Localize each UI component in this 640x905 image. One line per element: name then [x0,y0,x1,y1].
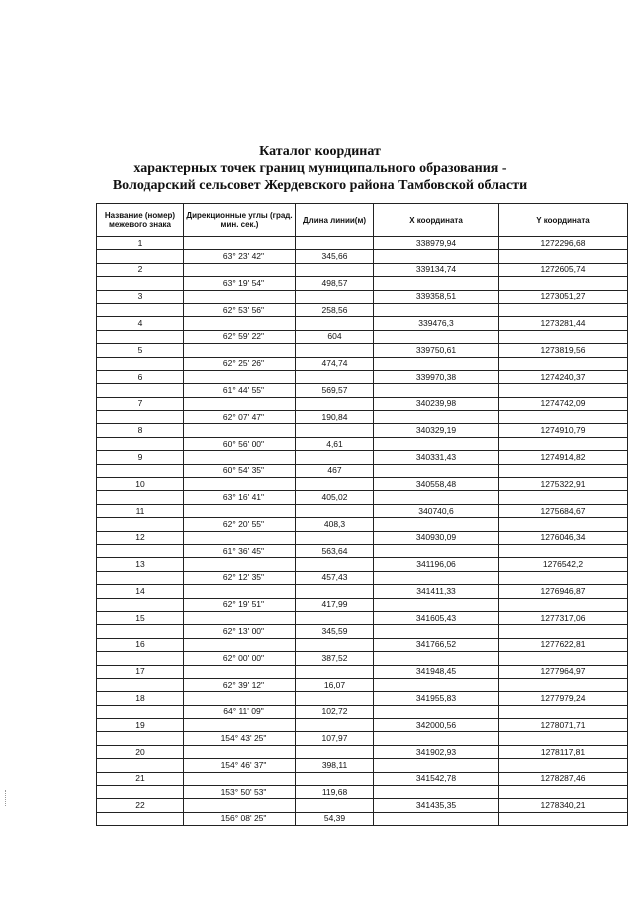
point-x: 341902,93 [374,745,499,758]
empty-x [374,544,499,557]
empty-y [499,411,628,424]
point-y: 1273281,44 [499,317,628,330]
empty-name [97,330,184,343]
table-row [97,504,628,517]
table-row [97,397,628,410]
empty-y [499,678,628,691]
empty-length [296,558,374,571]
segment-length: 345,66 [296,250,374,263]
point-y: 1278117,81 [499,745,628,758]
table-row [97,745,628,758]
table-row [97,531,628,544]
point-x: 340558,48 [374,478,499,491]
point-x: 339134,74 [374,263,499,276]
point-id: 13 [97,558,184,571]
table-row [97,812,628,825]
point-id: 18 [97,692,184,705]
empty-length [296,290,374,303]
point-id: 12 [97,531,184,544]
empty-length [296,719,374,732]
empty-x [374,518,499,531]
point-id: 11 [97,504,184,517]
empty-length [296,478,374,491]
empty-y [499,518,628,531]
point-x: 340740,6 [374,504,499,517]
empty-angle [184,692,296,705]
segment-length: 345,59 [296,625,374,638]
empty-name [97,250,184,263]
empty-angle [184,745,296,758]
table-row [97,317,628,330]
segment-length: 190,84 [296,411,374,424]
table-row [97,437,628,450]
empty-name [97,812,184,825]
point-y: 1276542,2 [499,558,628,571]
table-row [97,719,628,732]
empty-length [296,237,374,250]
segment-angle: 62° 20' 55" [184,518,296,531]
point-id: 10 [97,478,184,491]
point-id: 2 [97,263,184,276]
table-row [97,263,628,276]
empty-name [97,571,184,584]
segment-angle: 62° 12' 35" [184,571,296,584]
empty-angle [184,290,296,303]
empty-length [296,585,374,598]
point-x: 339358,51 [374,290,499,303]
empty-name [97,303,184,316]
point-y: 1275684,67 [499,504,628,517]
document-title [0,143,640,194]
empty-y [499,812,628,825]
empty-y [499,732,628,745]
empty-angle [184,263,296,276]
empty-angle [184,665,296,678]
table-row [97,424,628,437]
empty-x [374,732,499,745]
empty-name [97,678,184,691]
empty-y [499,330,628,343]
empty-y [499,625,628,638]
empty-x [374,759,499,772]
segment-angle: 63° 23' 42" [184,250,296,263]
empty-name [97,544,184,557]
table-row [97,491,628,504]
table-row [97,344,628,357]
point-id: 14 [97,585,184,598]
empty-x [374,303,499,316]
point-y: 1277317,06 [499,611,628,624]
empty-length [296,692,374,705]
segment-length: 405,02 [296,491,374,504]
empty-length [296,638,374,651]
segment-length: 457,43 [296,571,374,584]
header-y: Y координата [499,204,628,237]
point-id: 16 [97,638,184,651]
segment-angle: 153° 50' 53" [184,786,296,799]
empty-x [374,571,499,584]
table-row [97,277,628,290]
segment-length: 258,56 [296,303,374,316]
empty-length [296,263,374,276]
empty-length [296,451,374,464]
point-id: 20 [97,745,184,758]
point-x: 341766,52 [374,638,499,651]
point-x: 338979,94 [374,237,499,250]
empty-length [296,531,374,544]
table-row [97,250,628,263]
empty-y [499,250,628,263]
empty-length [296,370,374,383]
empty-y [499,303,628,316]
empty-angle [184,772,296,785]
empty-angle [184,558,296,571]
empty-name [97,652,184,665]
point-x: 341542,78 [374,772,499,785]
empty-y [499,437,628,450]
table-body [97,237,628,826]
segment-angle: 62° 53' 56" [184,303,296,316]
empty-x [374,411,499,424]
empty-name [97,437,184,450]
point-y: 1274910,79 [499,424,628,437]
coordinates-table [96,203,628,826]
header-x: X координата [374,204,499,237]
empty-angle [184,317,296,330]
table-row [97,759,628,772]
segment-angle: 156° 08' 25" [184,812,296,825]
point-id: 15 [97,611,184,624]
point-y: 1273051,27 [499,290,628,303]
point-x: 340329,19 [374,424,499,437]
empty-x [374,678,499,691]
point-x: 340239,98 [374,397,499,410]
segment-length: 498,57 [296,277,374,290]
table-row [97,518,628,531]
point-id: 5 [97,344,184,357]
empty-name [97,786,184,799]
empty-name [97,625,184,638]
point-x: 341955,83 [374,692,499,705]
segment-angle: 62° 07' 47" [184,411,296,424]
empty-name [97,464,184,477]
table-row [97,652,628,665]
table-row [97,638,628,651]
segment-length: 4,61 [296,437,374,450]
table-row [97,571,628,584]
empty-name [97,598,184,611]
segment-angle: 62° 39' 12" [184,678,296,691]
segment-angle: 64° 11' 09" [184,705,296,718]
table-row [97,705,628,718]
segment-length: 387,52 [296,652,374,665]
empty-y [499,277,628,290]
empty-x [374,357,499,370]
segment-length: 54,39 [296,812,374,825]
empty-y [499,571,628,584]
title-line-1: Каталог координат [259,144,381,159]
point-id: 3 [97,290,184,303]
empty-angle [184,478,296,491]
point-x: 341411,33 [374,585,499,598]
empty-y [499,491,628,504]
table-row [97,384,628,397]
point-id: 17 [97,665,184,678]
empty-length [296,424,374,437]
table-row [97,692,628,705]
point-y: 1278287,46 [499,772,628,785]
segment-angle: 62° 19' 51" [184,598,296,611]
point-y: 1277964,97 [499,665,628,678]
empty-x [374,384,499,397]
point-x: 339476,3 [374,317,499,330]
segment-angle: 60° 54' 35" [184,464,296,477]
point-x: 341605,43 [374,611,499,624]
table-row [97,478,628,491]
point-x: 339970,38 [374,370,499,383]
table-row [97,544,628,557]
table-row [97,464,628,477]
segment-length: 102,72 [296,705,374,718]
point-y: 1277622,81 [499,638,628,651]
point-x: 340930,09 [374,531,499,544]
table-row [97,451,628,464]
empty-y [499,464,628,477]
point-id: 8 [97,424,184,437]
empty-x [374,437,499,450]
point-y: 1276046,34 [499,531,628,544]
margin-mark [5,790,8,806]
title-line-3: Володарский сельсовет Жердевского района Тамбовской области [112,178,528,193]
empty-angle [184,531,296,544]
point-id: 22 [97,799,184,812]
empty-x [374,277,499,290]
empty-name [97,759,184,772]
table-row [97,585,628,598]
point-x: 342000,56 [374,719,499,732]
empty-name [97,357,184,370]
point-x: 341435,35 [374,799,499,812]
table-row [97,786,628,799]
empty-angle [184,585,296,598]
segment-length: 474,74 [296,357,374,370]
empty-name [97,732,184,745]
segment-angle: 63° 16' 41" [184,491,296,504]
empty-angle [184,424,296,437]
empty-angle [184,504,296,517]
table-row [97,665,628,678]
empty-name [97,491,184,504]
header-length: Длина линии(м) [296,204,374,237]
point-y: 1272605,74 [499,263,628,276]
point-y: 1277979,24 [499,692,628,705]
segment-angle: 62° 00' 00" [184,652,296,665]
table-row [97,330,628,343]
table-row [97,411,628,424]
segment-angle: 154° 43' 25" [184,732,296,745]
empty-angle [184,370,296,383]
empty-length [296,344,374,357]
empty-x [374,705,499,718]
title-line-2: характерных точек границ муниципального образования - [133,161,507,176]
point-x: 341196,06 [374,558,499,571]
point-y: 1274742,09 [499,397,628,410]
empty-length [296,799,374,812]
table-row [97,237,628,250]
empty-y [499,598,628,611]
point-id: 1 [97,237,184,250]
point-id: 21 [97,772,184,785]
empty-y [499,705,628,718]
segment-length: 467 [296,464,374,477]
table-row [97,357,628,370]
point-y: 1274914,82 [499,451,628,464]
point-y: 1278340,21 [499,799,628,812]
table-row [97,678,628,691]
empty-angle [184,638,296,651]
point-y: 1273819,56 [499,344,628,357]
point-id: 9 [97,451,184,464]
empty-angle [184,611,296,624]
empty-x [374,464,499,477]
segment-angle: 61° 44' 55" [184,384,296,397]
empty-x [374,625,499,638]
segment-length: 569,57 [296,384,374,397]
empty-x [374,652,499,665]
table-row [97,799,628,812]
empty-x [374,330,499,343]
empty-length [296,665,374,678]
empty-name [97,277,184,290]
empty-y [499,786,628,799]
empty-angle [184,237,296,250]
empty-y [499,544,628,557]
empty-angle [184,799,296,812]
empty-angle [184,397,296,410]
empty-x [374,598,499,611]
segment-length: 408,3 [296,518,374,531]
header-angle: Дирекционные углы (град. мин. сек.) [184,204,296,237]
table-header-row [97,204,628,237]
point-id: 19 [97,719,184,732]
point-y: 1278071,71 [499,719,628,732]
table-row [97,732,628,745]
segment-angle: 61° 36' 45" [184,544,296,557]
segment-angle: 62° 25' 26" [184,357,296,370]
empty-y [499,652,628,665]
empty-length [296,504,374,517]
point-x: 339750,61 [374,344,499,357]
point-y: 1272296,68 [499,237,628,250]
empty-name [97,705,184,718]
segment-length: 119,68 [296,786,374,799]
segment-angle: 154° 46' 37" [184,759,296,772]
table-row [97,370,628,383]
empty-name [97,411,184,424]
header-name: Название (номер) межевого знака [97,204,184,237]
empty-x [374,786,499,799]
table-row [97,625,628,638]
empty-length [296,772,374,785]
segment-length: 563,64 [296,544,374,557]
empty-y [499,357,628,370]
segment-length: 16,07 [296,678,374,691]
segment-length: 398,11 [296,759,374,772]
empty-angle [184,344,296,357]
point-id: 4 [97,317,184,330]
segment-angle: 62° 59' 22" [184,330,296,343]
table-row [97,290,628,303]
empty-name [97,384,184,397]
empty-length [296,745,374,758]
point-x: 340331,43 [374,451,499,464]
table-row [97,598,628,611]
empty-length [296,397,374,410]
point-id: 6 [97,370,184,383]
point-y: 1276946,87 [499,585,628,598]
empty-x [374,250,499,263]
empty-angle [184,451,296,464]
point-x: 341948,45 [374,665,499,678]
table-row [97,558,628,571]
segment-length: 604 [296,330,374,343]
empty-x [374,491,499,504]
point-id: 7 [97,397,184,410]
table-row [97,772,628,785]
segment-angle: 63° 19' 54" [184,277,296,290]
table-row [97,303,628,316]
segment-angle: 62° 13' 00" [184,625,296,638]
empty-y [499,759,628,772]
segment-length: 417,99 [296,598,374,611]
point-y: 1275322,91 [499,478,628,491]
table-row [97,611,628,624]
segment-angle: 60° 56' 00" [184,437,296,450]
point-y: 1274240,37 [499,370,628,383]
empty-x [374,812,499,825]
empty-angle [184,719,296,732]
empty-length [296,317,374,330]
empty-y [499,384,628,397]
empty-length [296,611,374,624]
empty-name [97,518,184,531]
segment-length: 107,97 [296,732,374,745]
